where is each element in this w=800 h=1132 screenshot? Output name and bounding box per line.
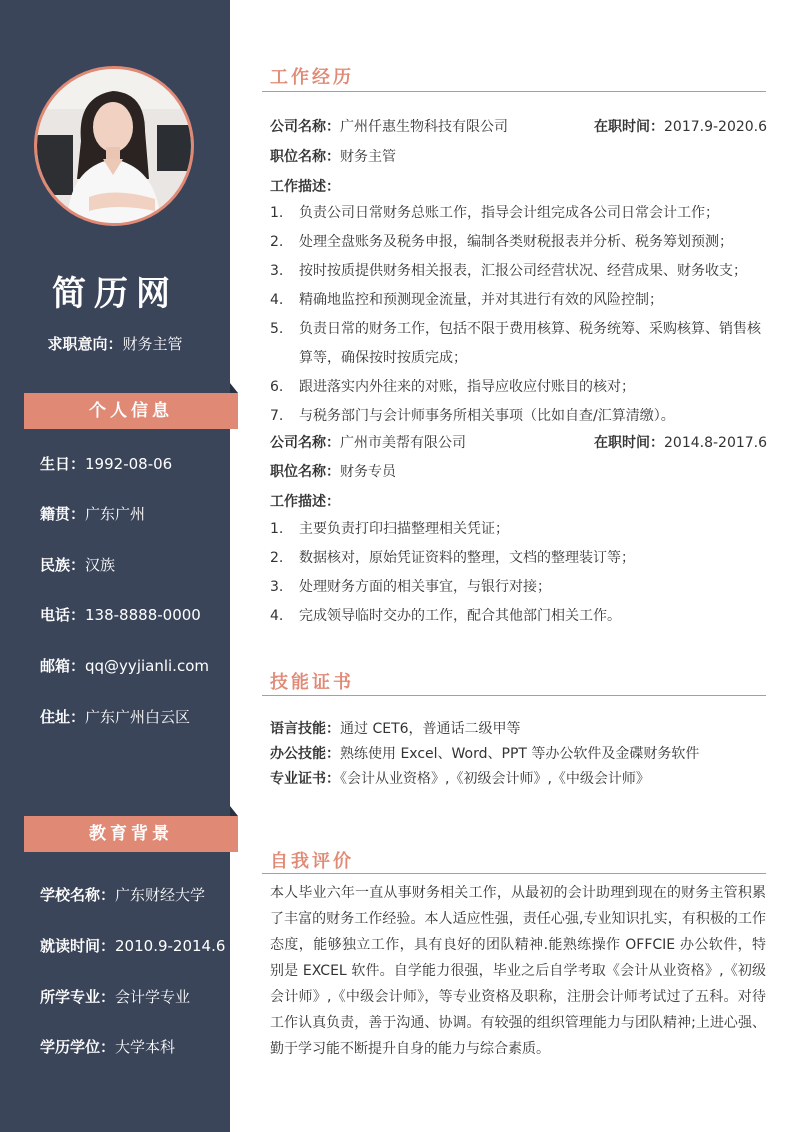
list-text: 负责日常的财务工作，包括不限于费用核算、税务统筹、采购核算、销售核算等，确保按时按质完成； [299,321,761,366]
skill-certificates [270,768,650,788]
field-label: 工作描述： [270,494,340,510]
list-text: 与税务部门与会计师事务所相关事项（比如自查/汇算清缴）。 [299,408,675,424]
field-value: 2014.8-2017.6 [664,435,768,451]
list-number: 7. [270,408,284,424]
field-value: 财务主管 [340,149,396,165]
list-item [270,373,770,402]
list-text: 按时按质提供财务相关报表，汇报公司经营状况、经营成果、财务收支； [299,263,747,279]
job-2-desc-label [270,491,340,511]
info-label: 邮箱： [40,657,86,675]
info-value: 广东广州白云区 [85,708,191,726]
field-label: 公司名称： [270,435,340,451]
edu-degree [40,1036,175,1057]
list-item [270,515,770,544]
info-label: 学历学位： [40,1038,116,1056]
job-1-desc-label [270,176,340,196]
job-2-position [270,461,396,481]
list-item [270,228,770,257]
field-value: 《会计从业资格》,《初级会计师》,《中级会计师》 [340,771,650,787]
list-number: 1. [270,205,284,221]
info-label: 就读时间： [40,937,116,955]
list-number: 2. [270,234,284,250]
list-item [270,286,770,315]
field-value: 熟练使用 Excel、Word、PPT 等办公软件及金碟财务软件 [340,746,700,762]
section-divider [262,873,766,874]
job-1-company [270,116,508,136]
list-text: 主要负责打印扫描整理相关凭证； [299,521,509,537]
info-value: 广东财经大学 [115,886,206,904]
portrait-illustration [37,69,191,223]
info-label: 电话： [40,606,86,624]
info-value: 广东广州 [85,505,146,523]
job-1-period [594,116,767,136]
info-value: 会计学专业 [115,988,191,1006]
info-birthday [40,453,172,474]
skill-office [270,743,699,763]
band-fold-education [230,806,238,816]
info-label: 生日： [40,455,86,473]
list-text: 数据核对，原始凭证资料的整理，文档的整理装订等； [299,550,635,566]
info-value: 大学本科 [115,1038,176,1056]
field-label: 专业证书： [270,771,340,787]
info-value: qq@yyjianli.com [85,657,209,675]
field-value: 广州仟惠生物科技有限公司 [340,119,508,135]
info-address [40,706,190,727]
job-intent-value: 财务主管 [122,335,183,353]
self-eval-text: 本人毕业六年一直从事财务相关工作，从最初的会计助理到现在的财务主管积累了丰富的财务工作经验。本人适应性强，责任心强,专业知识扎实，有积极的工作态度，能够独立工作，具有良好的团队精神.能熟练操作 OFFCIE 办公软件，特别是 EXCEL 软件。自学能力很强，毕业之后自学考取《会计从业资格》,《初级会计师》,《中级会计师》，等专业资格及职称，注册会计师考试过了五科。对待工作认真负责，善于沟通、协调。有较强的组织管理能力与团队精神;上进心强、勤于学习能不断提升自身的能力与综合素质。 [270,885,766,1057]
band-fold-personal [230,383,238,393]
list-item [270,602,770,631]
list-number: 5. [270,321,284,337]
list-text: 跟进落实内外往来的对账，指导应收应付账目的核对； [299,379,635,395]
info-email [40,655,209,676]
section-divider [262,91,766,92]
list-item [270,257,770,286]
field-value: 通过 CET6，普通话二级甲等 [340,721,521,737]
job-intent-label: 求职意向： [47,335,123,353]
info-label: 学校名称： [40,886,116,904]
field-label: 职位名称： [270,149,340,165]
list-item [270,199,770,228]
list-item [270,402,770,431]
info-ethnicity [40,554,115,575]
list-text: 处理财务方面的相关事宜，与银行对接； [299,579,551,595]
job-2-duties [270,515,770,631]
list-text: 处理全盘账务及税务申报，编制各类财税报表并分析、税务筹划预测； [299,234,733,250]
info-phone [40,604,201,625]
field-value: 2017.9-2020.6 [664,119,768,135]
list-number: 3. [270,263,284,279]
skill-language [270,718,521,738]
field-label: 在职时间： [594,119,664,135]
job-2-period [594,432,767,452]
info-label: 住址： [40,708,86,726]
edu-period [40,935,225,956]
skills-section-title: 技能证书 [270,672,354,693]
list-number: 2. [270,550,284,566]
field-value: 财务专员 [340,464,396,480]
field-label: 语言技能： [270,721,340,737]
edu-major [40,986,190,1007]
list-text: 负责公司日常财务总账工作，指导会计组完成各公司日常会计工作； [299,205,719,221]
list-number: 4. [270,292,284,308]
job-1-duties [270,199,770,431]
info-label: 民族： [40,556,86,574]
job-2-company [270,432,466,452]
list-number: 3. [270,579,284,595]
list-text: 完成领导临时交办的工作，配合其他部门相关工作。 [299,608,621,624]
profile-photo [34,66,194,226]
field-value: 广州市美帮有限公司 [340,435,466,451]
field-label: 办公技能： [270,746,340,762]
list-number: 4. [270,608,284,624]
education-header: 教育背景 [24,816,238,852]
field-label: 在职时间： [594,435,664,451]
field-label: 公司名称： [270,119,340,135]
list-number: 1. [270,521,284,537]
info-label: 所学专业： [40,988,116,1006]
self-eval-section-title: 自我评价 [270,851,354,872]
field-label: 工作描述： [270,179,340,195]
info-value: 汉族 [85,556,116,574]
work-section-title: 工作经历 [270,67,354,88]
info-label: 籍贯： [40,505,86,523]
info-value: 2010.9-2014.6 [115,937,226,955]
list-item [270,573,770,602]
list-number: 6. [270,379,284,395]
info-value: 1992-08-06 [85,455,173,473]
list-text: 精确地监控和预测现金流量，并对其进行有效的风险控制； [299,292,663,308]
info-value: 138-8888-0000 [85,606,201,624]
info-hometown [40,503,145,524]
list-item [270,544,770,573]
job-1-position [270,146,396,166]
personal-info-header: 个人信息 [24,393,238,429]
list-item [270,315,770,373]
section-divider [262,695,766,696]
edu-school [40,884,205,905]
candidate-name: 简历网 [52,274,178,314]
field-label: 职位名称： [270,464,340,480]
job-intent [0,333,230,354]
